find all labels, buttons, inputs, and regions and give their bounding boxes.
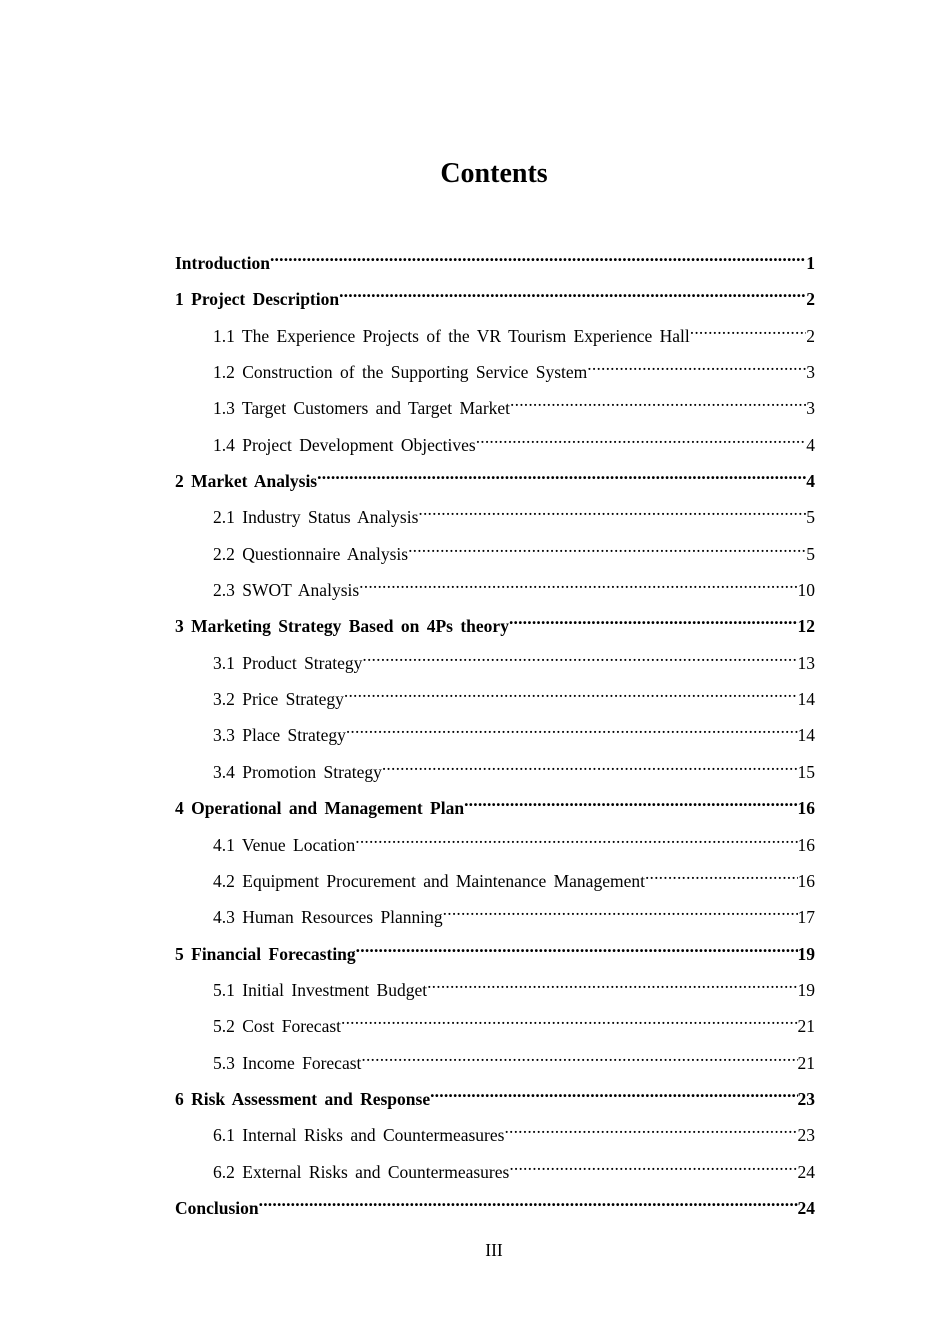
- toc-entry-page: 5: [806, 507, 815, 528]
- toc-entry-page: 16: [797, 798, 815, 819]
- toc-entry-page: 3: [806, 362, 815, 383]
- toc-dot-leader: [317, 467, 806, 487]
- toc-dot-leader: [476, 431, 807, 451]
- toc-dot-leader: [346, 721, 798, 741]
- toc-entry-title: 2 Market Analysis: [175, 471, 318, 492]
- toc-dot-leader: [504, 1121, 797, 1141]
- toc-section-entry[interactable]: [175, 503, 815, 539]
- page-number: III: [485, 1240, 503, 1260]
- toc-section-entry[interactable]: [175, 721, 815, 757]
- toc-chapter-entry[interactable]: [175, 612, 815, 648]
- toc-dot-leader: [645, 867, 798, 887]
- toc-entry-title: 2.2 Questionnaire Analysis: [213, 543, 409, 564]
- toc-entry-page: 10: [797, 580, 815, 601]
- toc-entry-title: 3 Marketing Strategy Based on 4Ps theory: [175, 616, 509, 637]
- toc-dot-leader: [362, 649, 797, 669]
- toc-dot-leader: [341, 1012, 797, 1032]
- toc-dot-leader: [509, 1158, 797, 1178]
- toc-dot-leader: [339, 285, 806, 305]
- toc-entry-page: 3: [806, 398, 815, 419]
- toc-entry-page: 17: [797, 907, 815, 928]
- toc-dot-leader: [259, 1194, 798, 1214]
- toc-section-entry[interactable]: [175, 867, 815, 903]
- toc-section-entry[interactable]: [175, 649, 815, 685]
- toc-entry-page: 24: [797, 1161, 815, 1182]
- toc-dot-leader: [355, 831, 797, 851]
- toc-dot-leader: [464, 794, 797, 814]
- toc-dot-leader: [361, 1049, 797, 1069]
- toc-dot-leader: [443, 903, 798, 923]
- toc-entry-page: 14: [797, 725, 815, 746]
- toc-section-entry[interactable]: [175, 1121, 815, 1157]
- toc-entry-page: 23: [797, 1125, 815, 1146]
- toc-entry-title: 3.4 Promotion Strategy: [213, 761, 382, 782]
- toc-entry-page: 4: [806, 471, 815, 492]
- toc-dot-leader: [430, 1085, 797, 1105]
- toc-entry-page: 23: [797, 1088, 815, 1109]
- toc-entry-title: 5.3 Income Forecast: [213, 1052, 362, 1073]
- toc-entry-title: Conclusion: [175, 1197, 259, 1218]
- toc-chapter-entry[interactable]: [175, 940, 815, 976]
- toc-entry-title: 3.1 Product Strategy: [213, 652, 363, 673]
- toc-dot-leader: [690, 322, 806, 342]
- toc-entry-page: 16: [797, 870, 815, 891]
- toc-entry-title: 4.2 Equipment Procurement and Maintenance Management: [213, 870, 645, 891]
- toc-entry-title: 1 Project Description: [175, 289, 340, 310]
- toc-entry-title: 6 Risk Assessment and Response: [175, 1088, 431, 1109]
- toc-entry-page: 24: [797, 1197, 815, 1218]
- toc-entry-title: 1.2 Construction of the Supporting Service System: [213, 362, 588, 383]
- toc-entry-title: 2.1 Industry Status Analysis: [213, 507, 419, 528]
- toc-dot-leader: [418, 503, 806, 523]
- toc-entry-page: 14: [797, 689, 815, 710]
- toc-entry-title: 3.2 Price Strategy: [213, 689, 344, 710]
- toc-entry-title: 5 Financial Forecasting: [175, 943, 356, 964]
- toc-dot-leader: [587, 358, 806, 378]
- toc-dot-leader: [509, 612, 798, 632]
- toc-chapter-entry[interactable]: [175, 285, 815, 321]
- toc-entry-title: 5.1 Initial Investment Budget: [213, 979, 428, 1000]
- toc-chapter-entry[interactable]: [175, 1085, 815, 1121]
- toc-dot-leader: [510, 394, 806, 414]
- toc-section-entry[interactable]: [175, 322, 815, 358]
- toc-entry-title: 6.2 External Risks and Countermeasures: [213, 1161, 510, 1182]
- toc-entry-page: 19: [797, 979, 815, 1000]
- toc-entry-page: 19: [797, 943, 815, 964]
- toc-chapter-entry[interactable]: [175, 249, 815, 285]
- toc-entry-title: 4.1 Venue Location: [213, 834, 356, 855]
- toc-entry-title: 6.1 Internal Risks and Countermeasures: [213, 1125, 505, 1146]
- toc-entry-title: 4.3 Human Resources Planning: [213, 907, 443, 928]
- toc-entry-title: 1.3 Target Customers and Target Market: [213, 398, 511, 419]
- toc-entry-title: 1.1 The Experience Projects of the VR Tourism Experience Hall: [213, 325, 690, 346]
- toc-dot-leader: [382, 758, 798, 778]
- toc-entry-title: Introduction: [175, 253, 270, 273]
- toc-entry-page: 13: [797, 652, 815, 673]
- toc-entry-page: 2: [806, 289, 815, 310]
- toc-section-entry[interactable]: [175, 431, 815, 467]
- toc-entry-page: 15: [797, 761, 815, 782]
- toc-entry-title: 5.2 Cost Forecast: [213, 1016, 342, 1037]
- toc-dot-leader: [344, 685, 798, 705]
- toc-section-entry[interactable]: [175, 1158, 815, 1194]
- toc-dot-leader: [356, 940, 798, 960]
- page-title: Contents: [440, 158, 548, 189]
- toc-entry-page: 4: [806, 434, 815, 455]
- toc-dot-leader: [270, 249, 806, 269]
- toc-section-entry[interactable]: [175, 1012, 815, 1048]
- toc-entry-title: 2.3 SWOT Analysis: [213, 580, 360, 601]
- toc-entry-page: 21: [797, 1016, 815, 1037]
- toc-dot-leader: [427, 976, 797, 996]
- toc-section-entry[interactable]: [175, 831, 815, 867]
- toc-entry-page: 12: [797, 616, 815, 637]
- toc-section-entry[interactable]: [175, 758, 815, 794]
- toc-section-entry[interactable]: [175, 685, 815, 721]
- toc-section-entry[interactable]: [175, 903, 815, 939]
- toc-entry-page: 16: [797, 834, 815, 855]
- toc-dot-leader: [408, 540, 806, 560]
- toc-section-entry[interactable]: [175, 394, 815, 430]
- toc-chapter-entry[interactable]: [175, 794, 815, 830]
- toc-entry-page: 1: [806, 253, 815, 273]
- toc-section-entry[interactable]: [175, 576, 815, 612]
- toc-entry-page: 21: [797, 1052, 815, 1073]
- toc-chapter-entry[interactable]: [175, 467, 815, 503]
- toc-dot-leader: [359, 576, 797, 596]
- toc-section-entry[interactable]: [175, 976, 815, 1012]
- toc-section-entry[interactable]: [175, 1049, 815, 1085]
- toc-entry-title: 4 Operational and Management Plan: [175, 798, 465, 819]
- toc-entry-title: 1.4 Project Development Objectives: [213, 434, 476, 455]
- toc-chapter-entry[interactable]: [175, 1194, 815, 1230]
- table-of-contents: [175, 249, 815, 1230]
- toc-section-entry[interactable]: [175, 358, 815, 394]
- toc-entry-page: 5: [806, 543, 815, 564]
- toc-entry-page: 2: [806, 325, 815, 346]
- toc-section-entry[interactable]: [175, 540, 815, 576]
- toc-entry-title: 3.3 Place Strategy: [213, 725, 346, 746]
